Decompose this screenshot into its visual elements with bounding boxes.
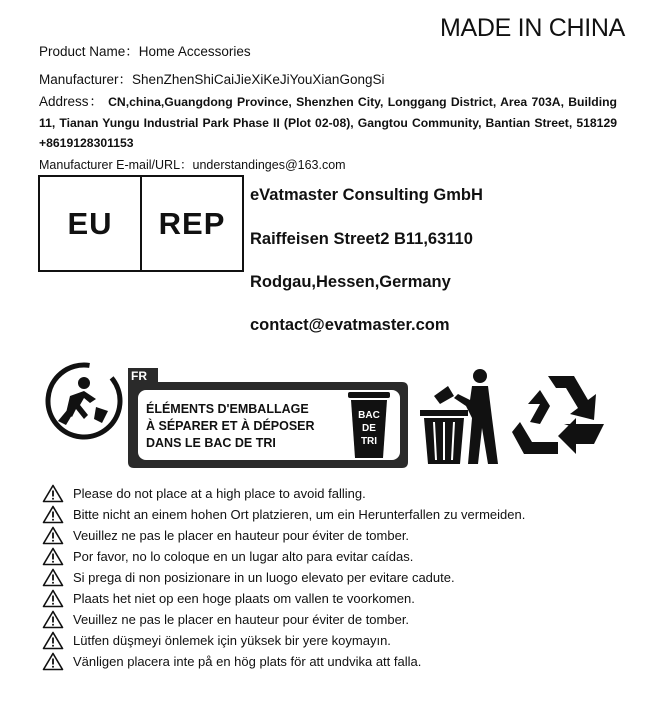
product-name-value: Home Accessories (138, 44, 251, 59)
eu-rep-street: Raiffeisen Street2 B11,63110 (250, 230, 473, 248)
eu-rep-email: contact@evatmaster.com (250, 316, 450, 334)
address-block (39, 92, 617, 154)
warning-text: Veuillez ne pas le placer en hauteur pour éviter de tomber. (73, 528, 410, 543)
warning-icon (42, 631, 64, 650)
tidyman-bin-icon (418, 366, 504, 466)
eu-rep-company: eVatmaster Consulting GmbH (250, 186, 483, 204)
eu-label: EU (40, 177, 142, 270)
product-name-label: Product Name： (39, 44, 139, 59)
warning-line (42, 589, 415, 608)
warning-text: Plaats het niet op een hoge plaats om vallen te voorkomen. (73, 591, 415, 606)
rep-label: REP (158, 205, 226, 241)
warning-line (42, 610, 409, 629)
bin-text-1: BAC (358, 410, 380, 421)
warning-line (42, 631, 391, 650)
manufacturer-email-line (39, 155, 346, 173)
warning-line (42, 484, 366, 503)
warning-icon (42, 505, 64, 524)
manufacturer-line (39, 68, 384, 88)
warning-text: Veuillez ne pas le placer en hauteur pour éviter de tomber. (73, 612, 410, 627)
warning-line (42, 505, 525, 524)
warning-line (42, 652, 421, 671)
eu-rep-box (38, 175, 244, 272)
address-label: Address： (39, 94, 104, 109)
triman-icon (44, 361, 124, 441)
warning-icon (42, 526, 64, 545)
warning-text: Bitte nicht an einem hohen Ort platzieren, um ein Herunterfallen zu vermeiden. (73, 507, 526, 522)
warning-line (42, 568, 455, 587)
recycle-icon (512, 370, 612, 460)
bin-text-2: DE (362, 423, 376, 434)
manufacturer-value: ShenZhenShiCaiJieXiKeJiYouXianGongSi (132, 72, 385, 87)
product-name-line (39, 40, 251, 60)
warning-icon (42, 652, 64, 671)
email-label: Manufacturer E-mail/URL： (39, 158, 193, 172)
bin-text-3: TRI (360, 436, 378, 447)
fr-tab-label: FR (131, 369, 147, 383)
sorting-info-block (126, 366, 410, 470)
warning-icon (42, 568, 64, 587)
warning-icon (42, 610, 64, 629)
email-value: understandinges@163.com (192, 158, 346, 172)
warning-line (42, 547, 413, 566)
address-value: CN,china,Guangdong Province, Shenzhen City, Longgang District, Area 703A, Building 11, Tianan Yungu Industrial Park Phase II (Plot 02-08), Gangtou Community, Bantian Street, 518129 +8619128301153 (39, 95, 617, 150)
sorting-line-2: À SÉPARER ET À DÉPOSER (146, 419, 315, 433)
warning-line (42, 526, 409, 545)
manufacturer-label: Manufacturer： (39, 72, 133, 87)
warning-icon (42, 547, 64, 566)
warning-text: Lütfen düşmeyi önlemek için yüksek bir yere koymayın. (73, 633, 391, 648)
warning-icon (42, 589, 64, 608)
warning-text: Por favor, no lo coloque en un lugar alto para evitar caídas. (73, 549, 414, 564)
warning-text: Vänligen placera inte på en hög plats för att undvika att falla. (73, 654, 422, 669)
sorting-line-1: ÉLÉMENTS D'EMBALLAGE (146, 402, 309, 416)
warning-text: Please do not place at a high place to avoid falling. (73, 486, 366, 501)
eu-rep-city: Rodgau,Hessen,Germany (250, 273, 451, 291)
warning-text: Si prega di non posizionare in un luogo elevato per evitare cadute. (73, 570, 455, 585)
sorting-line-3: DANS LE BAC DE TRI (146, 436, 276, 450)
warning-icon (42, 484, 64, 503)
made-in-label: MADE IN CHINA (440, 14, 626, 42)
